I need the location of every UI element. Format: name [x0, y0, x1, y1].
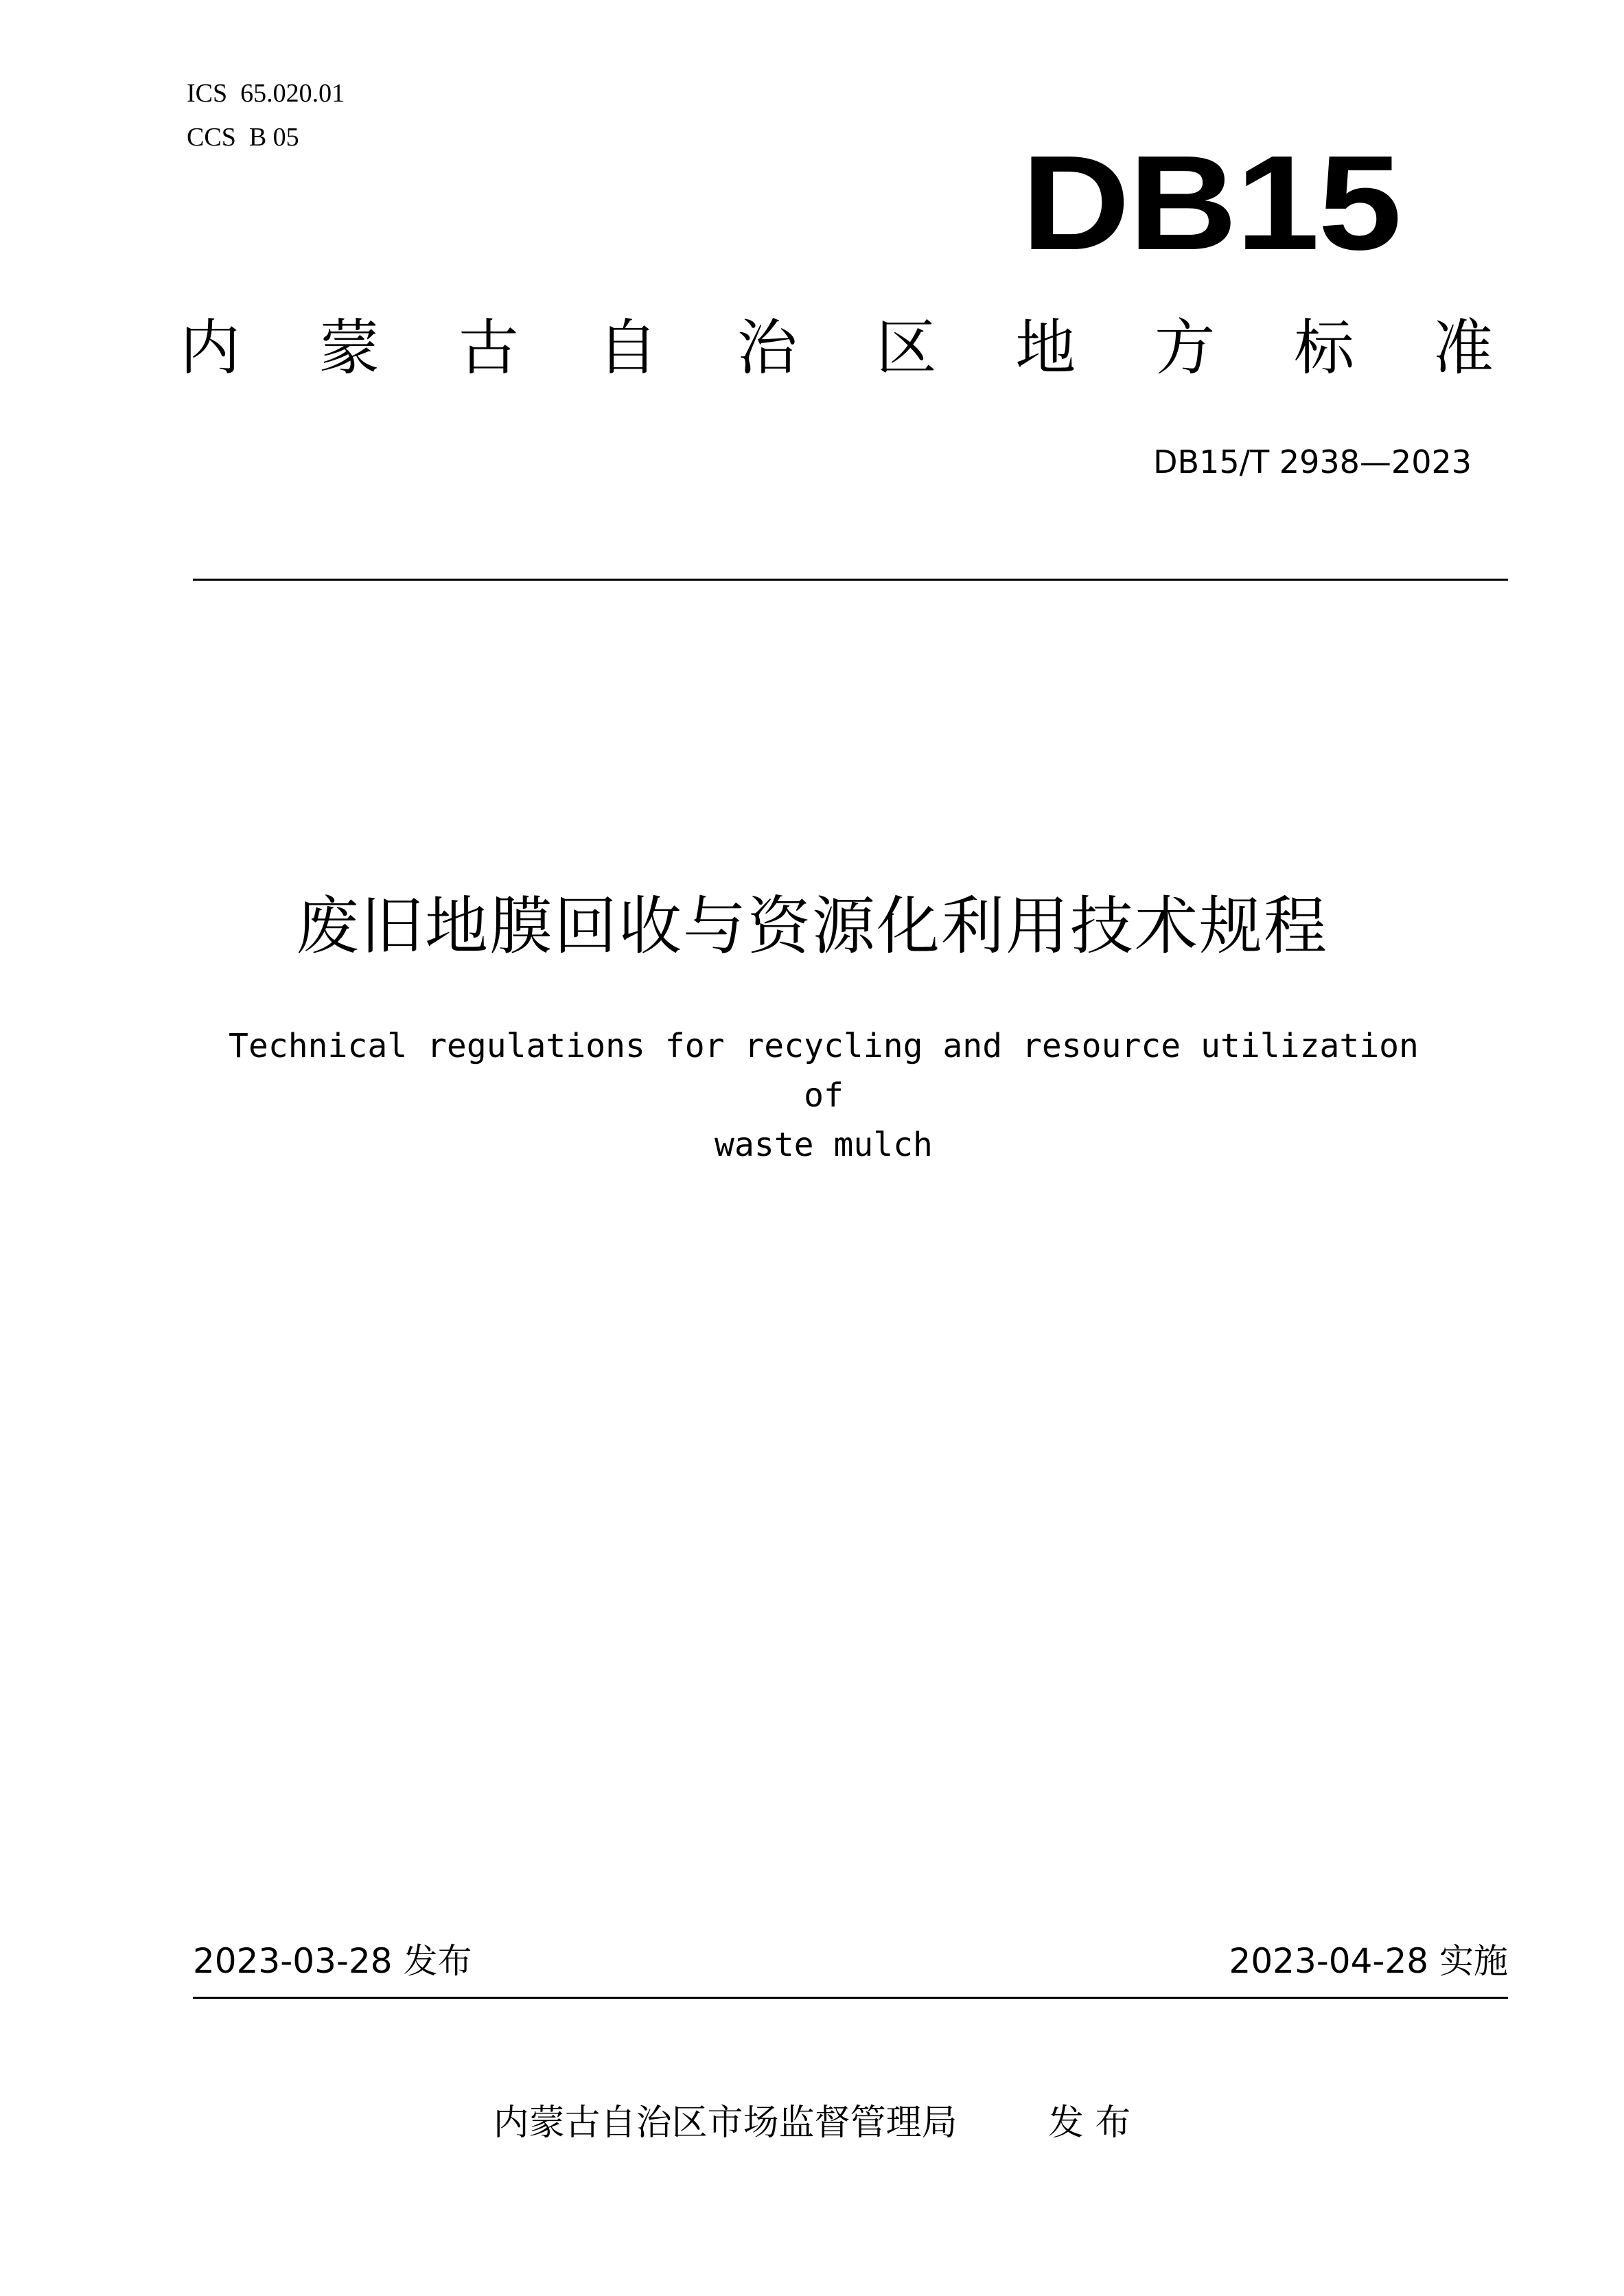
standard-number: DB15/T 2938—2023: [1153, 443, 1472, 480]
standard-type-char: 地: [1015, 312, 1076, 383]
standard-type-char: 自: [597, 312, 658, 383]
standard-type-char: 内: [180, 312, 241, 383]
standard-type-char: 区: [876, 312, 937, 383]
standard-type-char: 准: [1432, 312, 1494, 383]
standard-type-char: 标: [1294, 312, 1355, 383]
issuer-name: 内蒙古自治区市场监督管理局: [493, 2102, 958, 2144]
issue-date: 2023-03-28 发布: [193, 1941, 472, 1981]
standard-type-char: 治: [736, 312, 798, 383]
standard-logo: DB15: [1021, 128, 1400, 278]
standard-type-char: 古: [458, 312, 519, 383]
document-title-chinese: 废旧地膜回收与资源化利用技术规程: [295, 890, 1328, 963]
document-title-english: Technical regulations for recycling and resource utilization of waste mulch: [229, 1027, 1419, 1164]
issuer-line: [0, 2100, 1624, 2146]
ics-code: ICS 65.020.01: [187, 79, 345, 108]
issuer-action: 发 布: [1047, 2102, 1131, 2144]
ccs-code: CCS B 05: [187, 123, 299, 152]
standard-type-char: 蒙: [318, 312, 380, 383]
standard-type-heading: [180, 310, 1494, 386]
footer-divider: [193, 1997, 1508, 1999]
header-divider: [193, 579, 1508, 581]
standard-type-char: 方: [1155, 312, 1216, 383]
effective-date: 2023-04-28 实施: [1229, 1941, 1508, 1981]
